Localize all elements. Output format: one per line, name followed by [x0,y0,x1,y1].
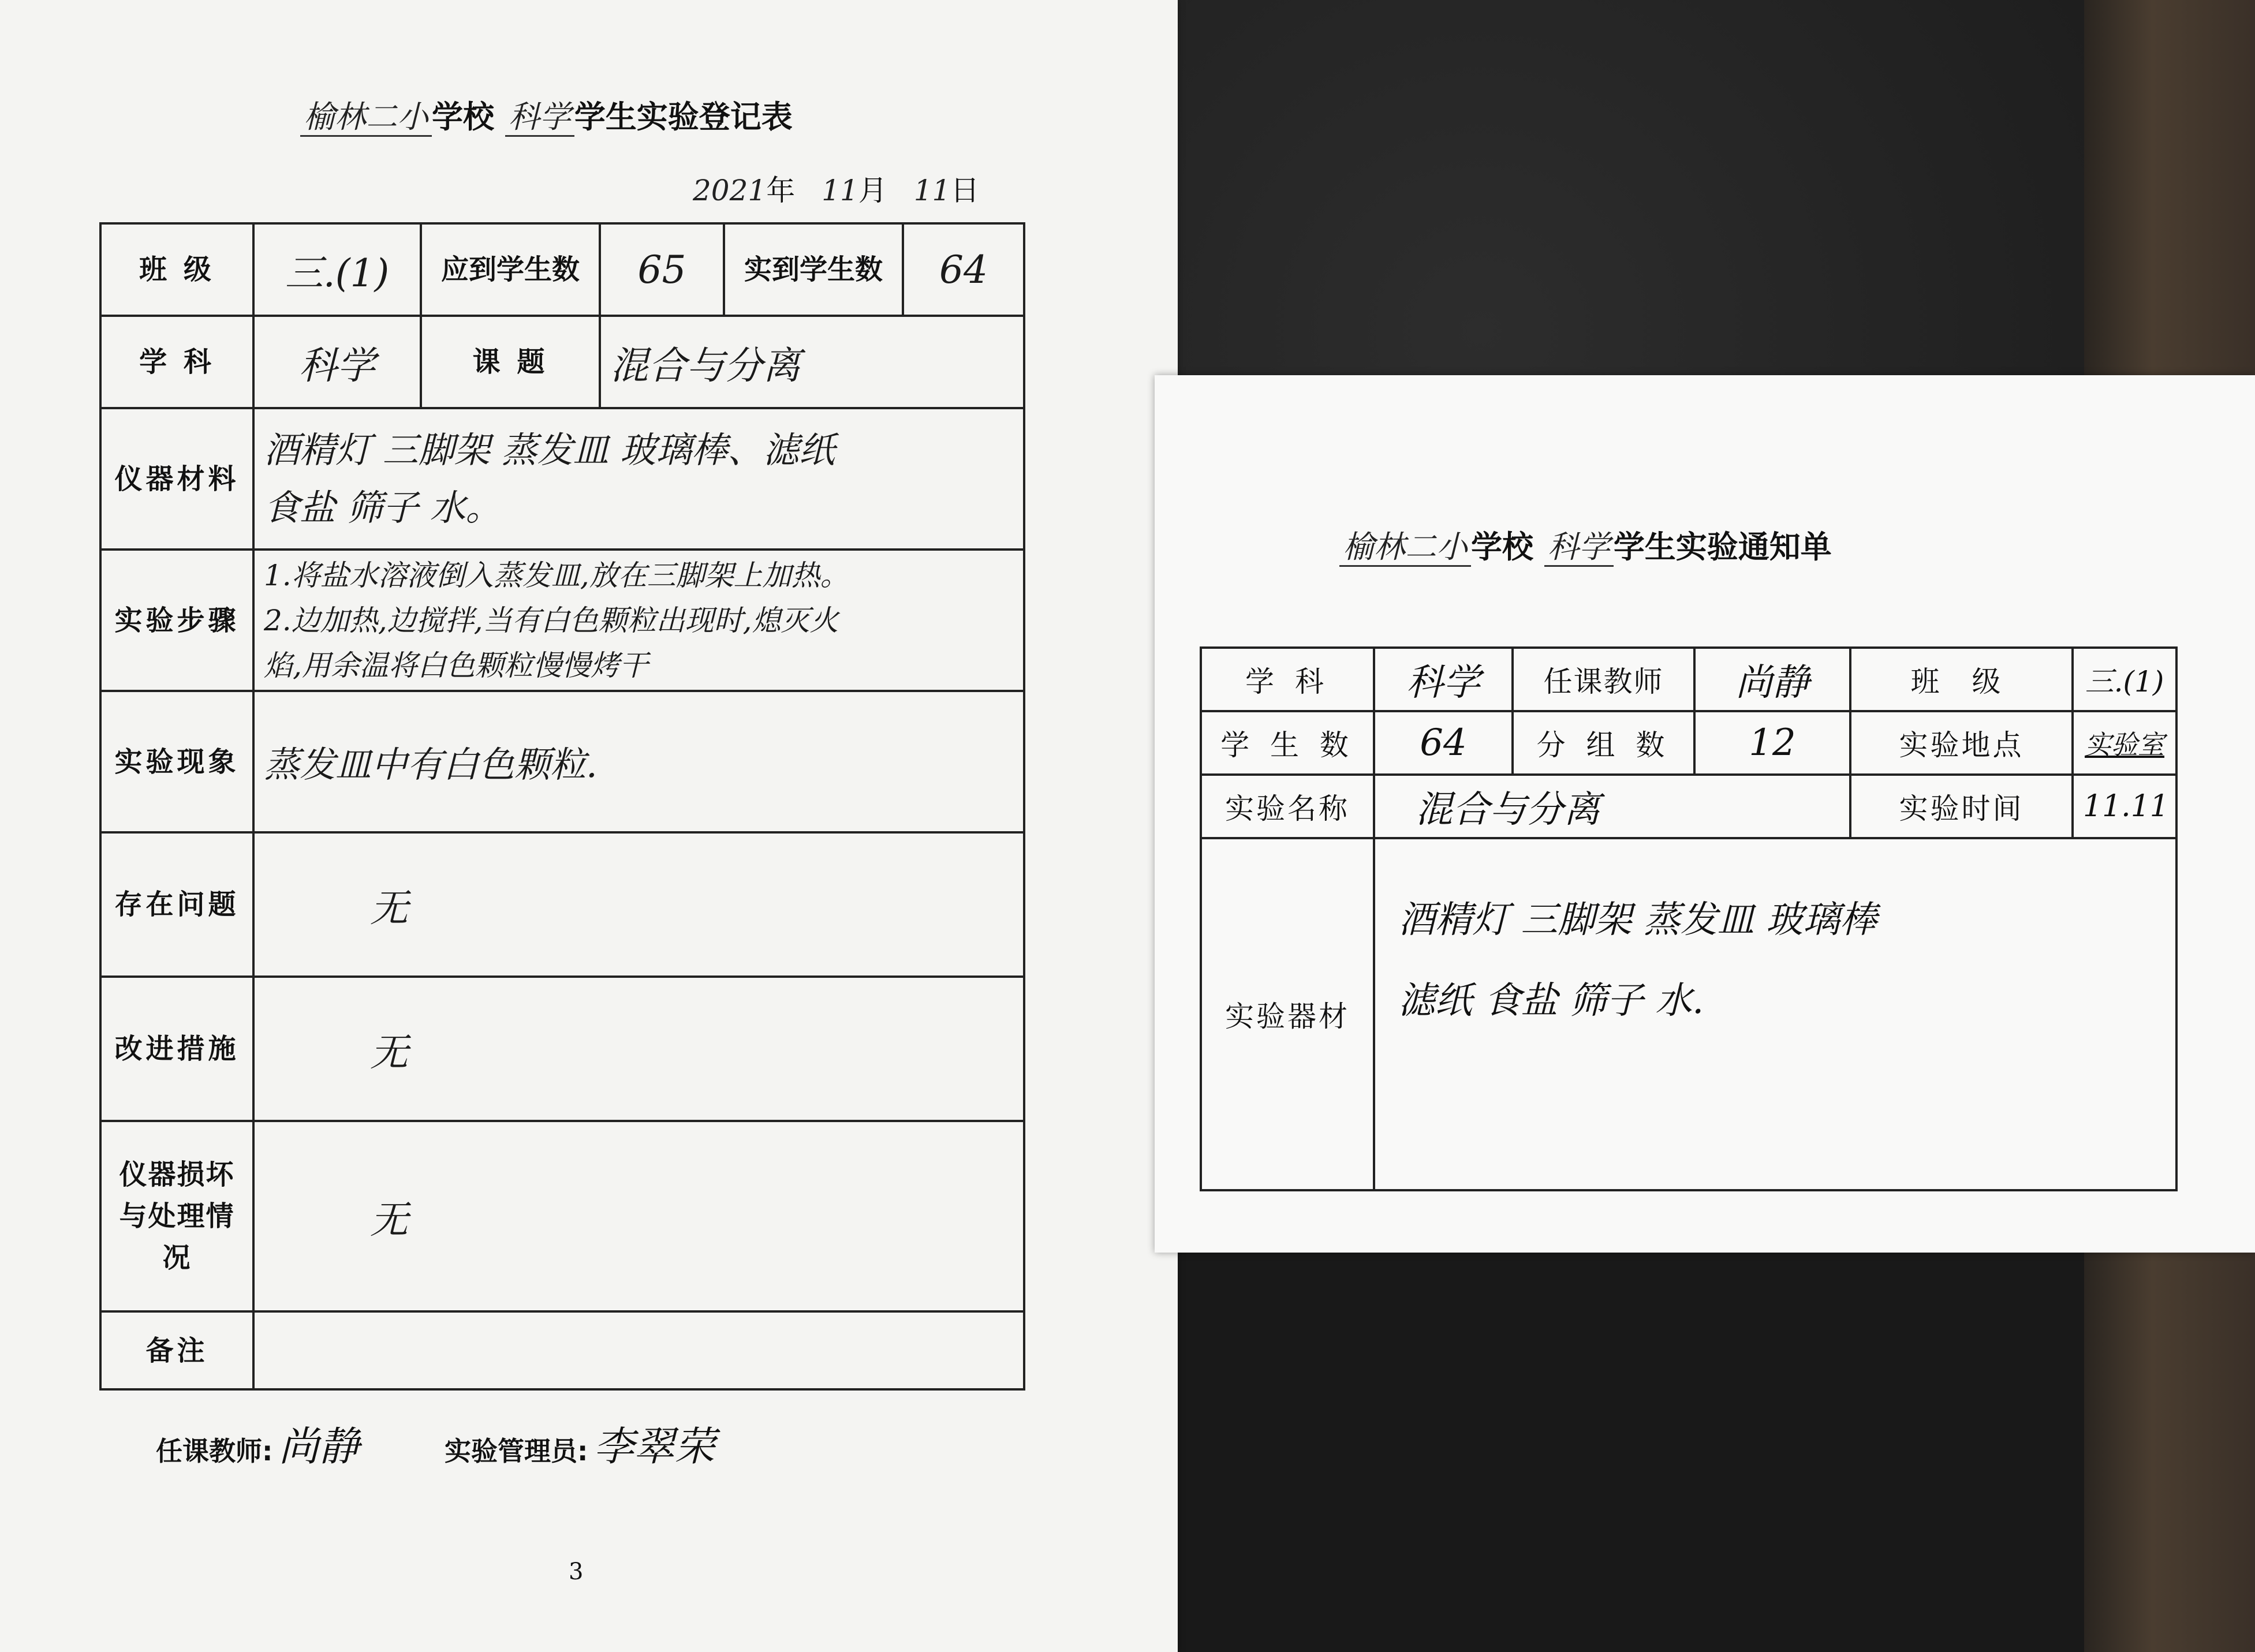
subject-value: 科学 [253,316,421,408]
notice-title [1339,522,1832,567]
notice-school-label: 学校 [1471,529,1533,565]
notice-class-value: 三.(1) [2073,648,2176,711]
subject-handwritten: 科学 [505,99,574,137]
admin-signature: 李翠荣 [593,1423,715,1470]
notice-equipment-value [1374,838,2176,1190]
equipment-value [253,408,1024,550]
notice-subject-value: 科学 [1374,648,1513,711]
class-value: 三.(1) [253,223,421,316]
notice-groups-value: 12 [1694,711,1850,775]
steps-label: 实验步骤 [100,550,253,691]
notice-students-value: 64 [1374,711,1513,775]
date-day: 11 [913,174,951,207]
improvement-value: 无 [253,977,1024,1121]
class-label: 班 级 [100,223,253,316]
phenomenon-label: 实验现象 [100,691,253,832]
notice-name-label: 实验名称 [1201,775,1374,838]
notice-equipment-line-1: 酒精灯 三脚架 蒸发皿 玻璃棒 [1398,899,1877,941]
registration-title [300,92,793,137]
notice-time-label: 实验时间 [1850,775,2073,838]
experiment-notice-sheet [1155,375,2255,1253]
equipment-line-1: 酒精灯 三脚架 蒸发皿 玻璃棒、滤纸 [264,428,835,471]
notice-time-value: 11.11 [2073,775,2176,838]
notice-teacher-label: 任课教师 [1513,648,1694,711]
damage-label: 仪器损坏与处理情况 [100,1121,253,1311]
topic-label: 课 题 [421,316,600,408]
subject-label: 学 科 [100,316,253,408]
notice-location-label: 实验地点 [1850,711,2073,775]
notice-students-label: 学 生 数 [1201,711,1374,775]
steps-line-3: 焰,用余温将白色颗粒慢慢烤干 [264,648,648,682]
actual-students-label: 实到学生数 [724,223,903,316]
notice-teacher-value: 尚静 [1694,648,1850,711]
improvement-label: 改进措施 [100,977,253,1121]
notice-title-text: 学生实验通知单 [1613,529,1832,565]
notice-subject-label: 学 科 [1201,648,1374,711]
teacher-signature: 尚静 [278,1423,360,1470]
admin-label: 实验管理员: [445,1436,588,1467]
form-title-text: 学生实验登记表 [574,99,793,135]
date-month-unit: 月 [858,174,887,207]
notice-table [1200,646,2178,1191]
expected-students-value: 65 [600,223,724,316]
notice-groups-label: 分 组 数 [1513,711,1694,775]
steps-line-1: 1.将盐水溶液倒入蒸发皿,放在三脚架上加热。 [264,558,849,592]
equipment-label: 仪器材料 [100,408,253,550]
notice-equipment-line-2: 滤纸 食盐 筛子 水. [1398,980,1704,1022]
notice-school-handwritten: 榆林二小 [1339,529,1471,567]
teacher-label: 任课教师: [156,1436,273,1467]
damage-value: 无 [253,1121,1024,1311]
topic-value: 混合与分离 [600,316,1024,408]
date-year-unit: 年 [766,174,796,207]
date-year: 2021 [693,174,767,207]
notice-name-value: 混合与分离 [1374,775,1850,838]
school-label: 学校 [432,99,494,135]
notes-label: 备注 [100,1311,253,1389]
registration-date [693,167,979,209]
notice-subject-handwritten: 科学 [1544,529,1614,567]
teacher-signature-line [156,1414,359,1472]
steps-line-2: 2.边加热,边搅拌,当有白色颗粒出现时,熄灭火 [264,603,839,637]
page-number: 3 [569,1558,584,1585]
steps-value [253,550,1024,691]
school-name-handwritten: 榆林二小 [300,99,432,137]
date-month: 11 [822,174,858,207]
problems-value: 无 [253,832,1024,977]
actual-students-value: 64 [903,223,1024,316]
notice-equipment-label: 实验器材 [1201,838,1374,1190]
phenomenon-value: 蒸发皿中有白色颗粒. [253,691,1024,832]
admin-signature-line [445,1414,715,1472]
notes-value [253,1311,1024,1389]
notice-location-value: 实验室 [2073,711,2176,775]
notice-class-label: 班 级 [1850,648,2073,711]
equipment-line-2: 食盐 筛子 水。 [264,486,502,529]
expected-students-label: 应到学生数 [421,223,600,316]
date-day-unit: 日 [950,174,980,207]
registration-table [99,222,1025,1391]
problems-label: 存在问题 [100,832,253,977]
